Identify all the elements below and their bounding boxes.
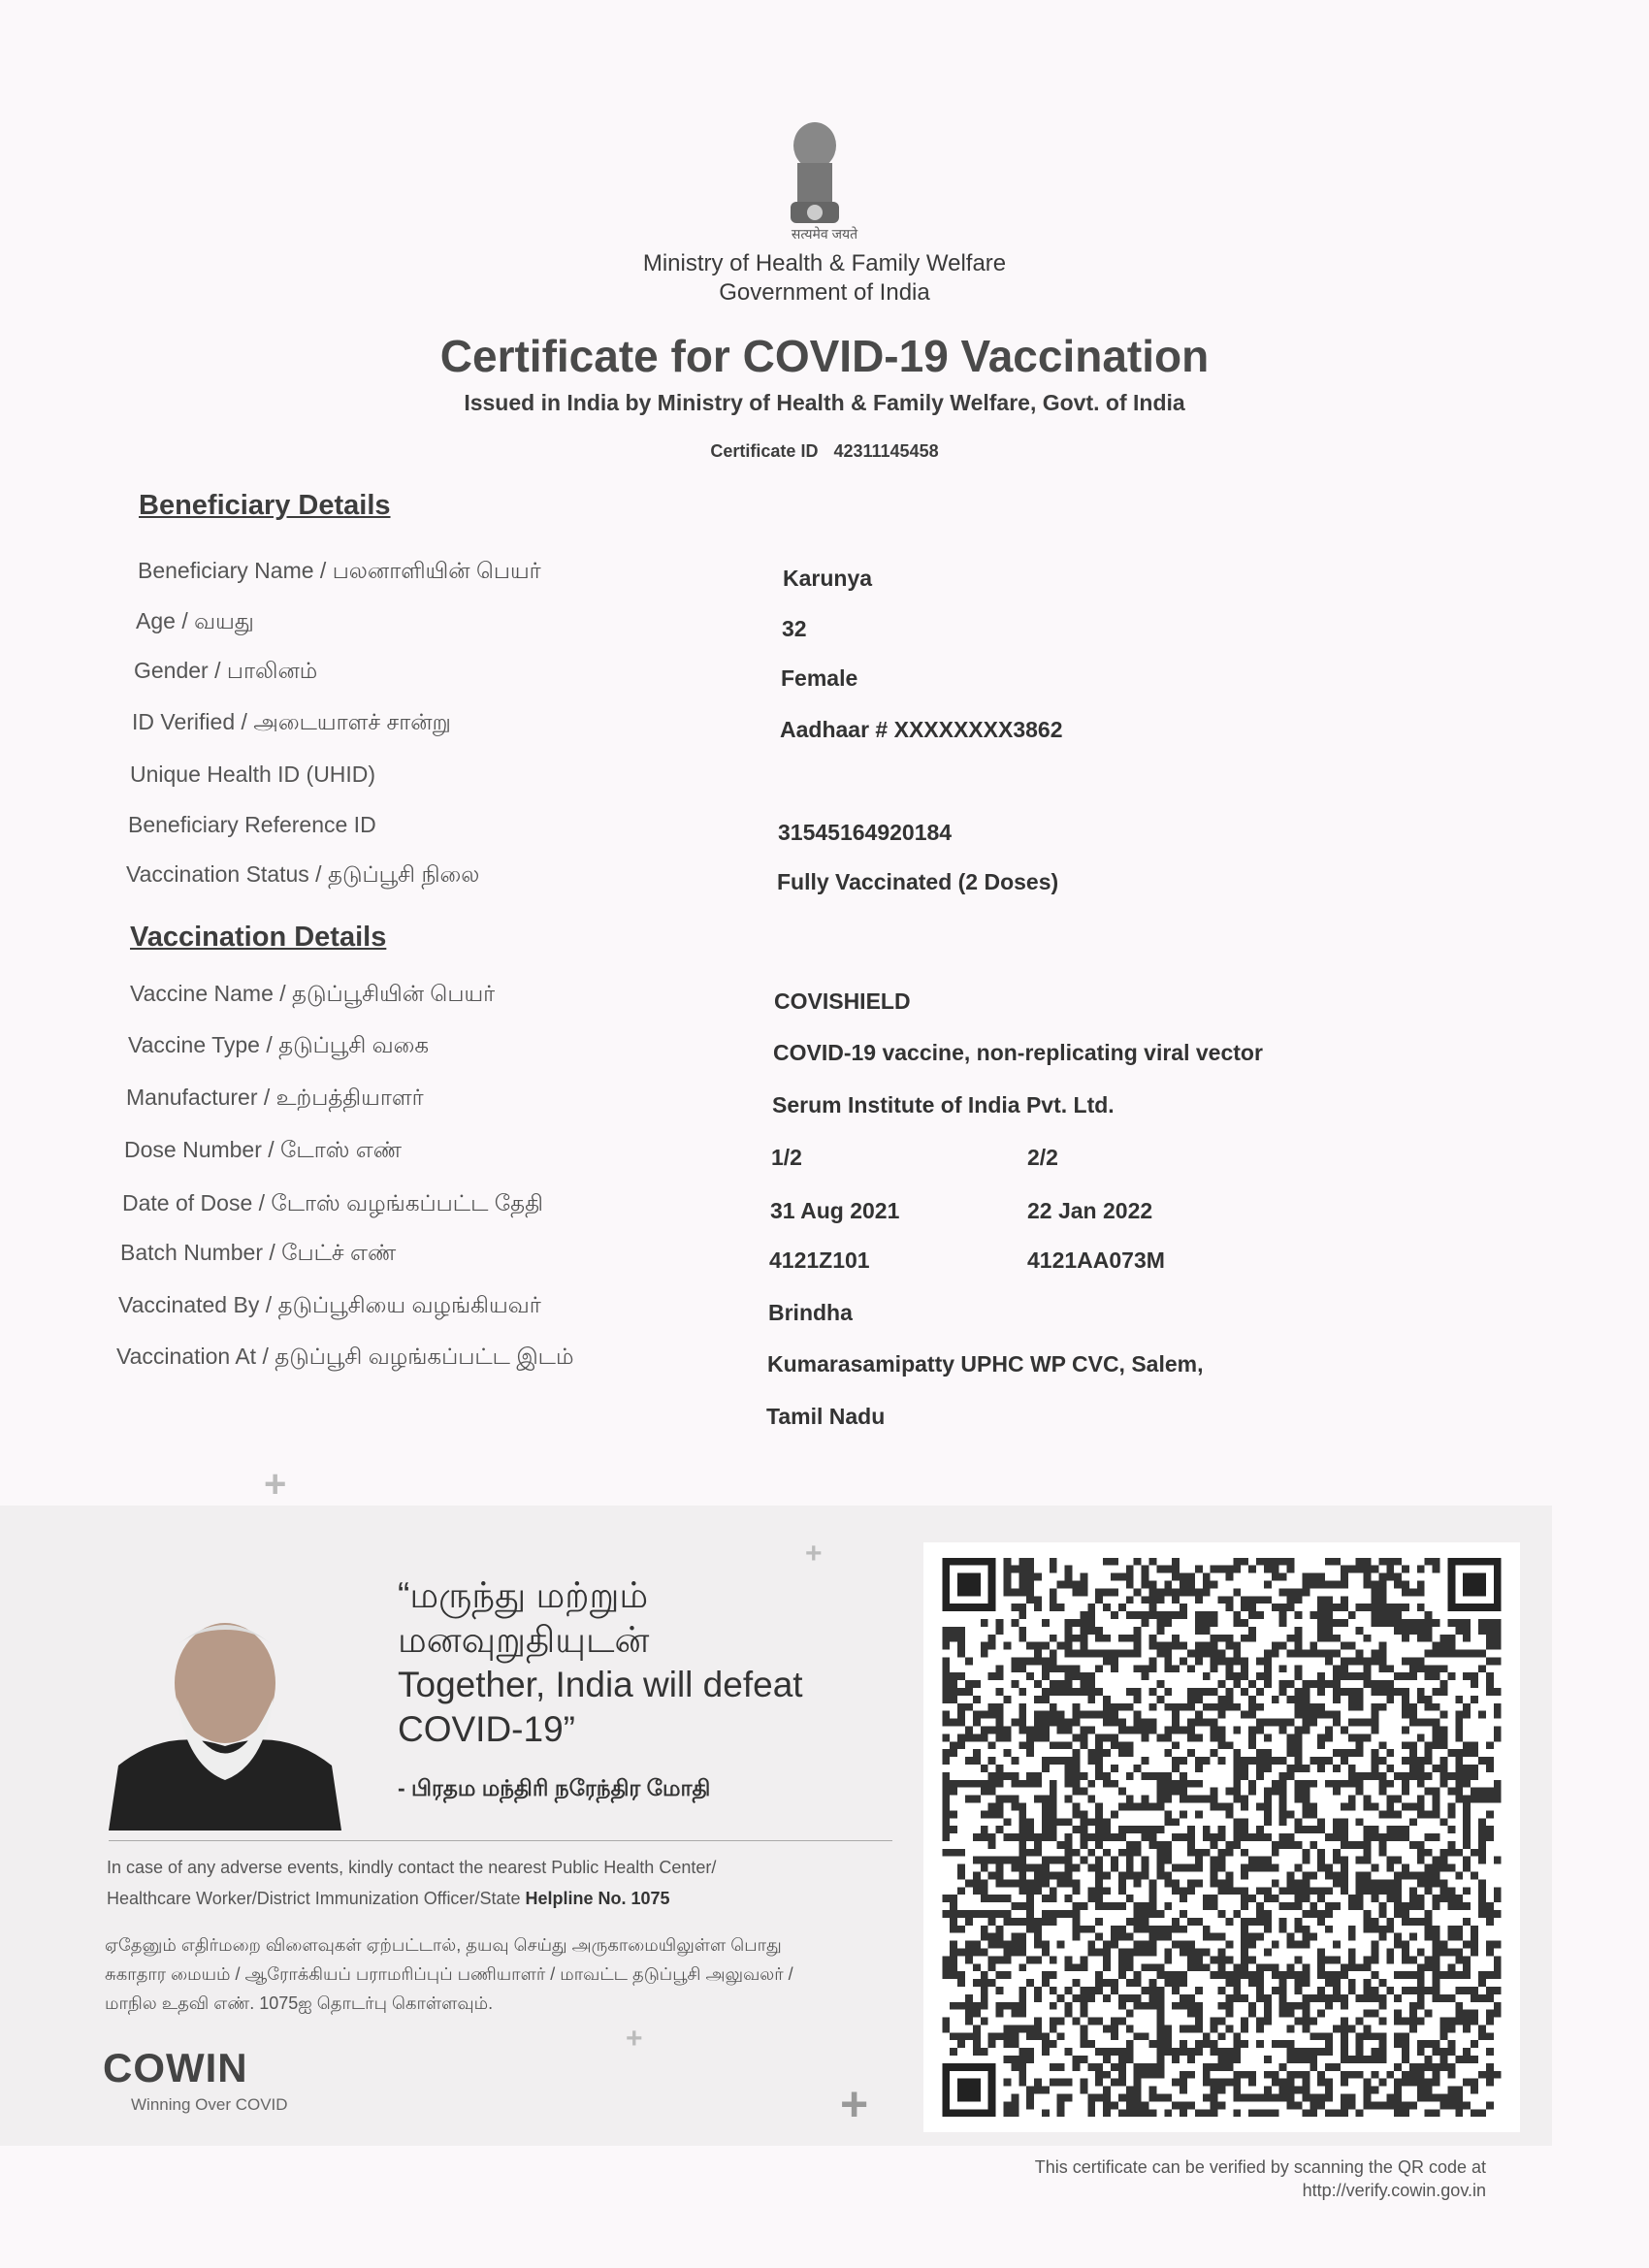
field-value: 4121Z101: [769, 1247, 870, 1273]
certificate-id-value: 42311145458: [833, 441, 939, 461]
ministry-name: Ministry of Health & Family Welfare: [642, 250, 1007, 276]
cowin-logo: COWIN: [103, 2045, 248, 2090]
plus-icon: +: [805, 1538, 823, 1570]
certificate-id-label: Certificate ID: [710, 441, 819, 461]
quote-attribution: - பிரதம மந்திரி நரேந்திர மோதி: [398, 1775, 711, 1800]
field-value: Aadhaar # XXXXXXXX3862: [780, 717, 1063, 742]
quote: [398, 1573, 803, 1752]
prime-minister-photo: [109, 1601, 341, 1831]
field-value: Karunya: [783, 566, 873, 591]
field-value: 31 Aug 2021: [770, 1198, 900, 1223]
field-label: Beneficiary Reference ID: [128, 812, 376, 837]
quote-tamil-line1: “மருந்து மற்றும்: [398, 1575, 649, 1615]
issued-by: Issued in India by Ministry of Health & Family Welfare, Govt. of India: [464, 390, 1185, 415]
helpline-number: Helpline No. 1075: [525, 1889, 670, 1908]
field-value: COVID-19 vaccine, non-replicating viral vector: [773, 1040, 1263, 1065]
verify-line1: This certificate can be verified by scanning the QR code at: [1034, 2157, 1486, 2177]
field-label: Date of Dose / டோஸ் வழங்கப்பட்ட தேதி: [122, 1190, 543, 1215]
beneficiary-heading: Beneficiary Details: [139, 490, 391, 521]
field-label: Vaccinated By / தடுப்பூசியை வழங்கியவர்: [118, 1292, 541, 1317]
plus-icon: +: [264, 1463, 287, 1506]
advisory-ta-line1: ஏதேனும் எதிர்மறை விளைவுகள் ஏற்பட்டால், தயவு செய்து அருகாமையிலுள்ள பொது: [105, 1935, 782, 1955]
field-value: 1/2: [771, 1145, 802, 1170]
field-label: Dose Number / டோஸ் எண்: [124, 1137, 403, 1162]
government-name: Government of India: [719, 279, 930, 306]
divider: [109, 1840, 892, 1841]
field-value: Brindha: [768, 1300, 853, 1325]
field-label: Vaccination Status / தடுப்பூசி நிலை: [126, 861, 480, 887]
field-label: Manufacturer / உற்பத்தியாளர்: [126, 1085, 424, 1110]
cowin-tagline: Winning Over COVID: [131, 2095, 288, 2114]
field-label: Vaccine Type / தடுப்பூசி வகை: [128, 1032, 430, 1057]
verify-note: [1035, 2155, 1486, 2202]
quote-english-line1: Together, India will defeat: [398, 1665, 803, 1704]
vaccination-heading: Vaccination Details: [130, 922, 387, 953]
field-label: Vaccination At / தடுப்பூசி வழங்கப்பட்ட இடம்: [116, 1344, 574, 1369]
vaccination-location-line2: Tamil Nadu: [766, 1404, 886, 1429]
plus-icon: +: [840, 2077, 869, 2131]
verify-url[interactable]: http://verify.cowin.gov.in: [1302, 2181, 1486, 2200]
advisory-en-line2: Healthcare Worker/District Immunization Officer/State: [107, 1889, 526, 1908]
quote-english-line2: COVID-19”: [398, 1709, 575, 1749]
field-value: Female: [781, 665, 858, 691]
quote-tamil-line2: மனவுறுதியுடன்: [398, 1620, 650, 1660]
page-title: Certificate for COVID-19 Vaccination: [439, 331, 1210, 381]
field-value: Kumarasamipatty UPHC WP CVC, Salem,: [767, 1351, 1204, 1377]
field-label: Gender / பாலினம்: [134, 658, 318, 683]
field-label: Batch Number / பேட்ச் எண்: [120, 1240, 397, 1265]
emblem-motto: सत्यमेव जयते: [791, 226, 858, 242]
field-value-dose2: 2/2: [1027, 1145, 1058, 1170]
field-value: COVISHIELD: [774, 988, 911, 1014]
field-value: 31545164920184: [778, 820, 953, 845]
field-value-dose2: 22 Jan 2022: [1027, 1198, 1153, 1223]
national-emblem-icon: [771, 116, 858, 243]
plus-icon: +: [626, 2023, 643, 2055]
advisory-en-line1: In case of any adverse events, kindly contact the nearest Public Health Center/: [107, 1858, 717, 1877]
field-value: 32: [782, 616, 807, 641]
field-value: Serum Institute of India Pvt. Ltd.: [772, 1092, 1115, 1118]
advisory-ta-line2: சுகாதார மையம் / ஆரோக்கியப் பராமரிப்புப் பணியாளர் / மாவட்ட தடுப்பூசி அலுவலர் /: [105, 1964, 793, 1984]
field-label: Vaccine Name / தடுப்பூசியின் பெயர்: [130, 981, 496, 1006]
field-label: Beneficiary Name / பலனாளியின் பெயர்: [138, 558, 541, 583]
certificate-id: [0, 441, 1649, 462]
advisory-ta-line3: மாநில உதவி எண். 1075ஐ தொடர்பு கொள்ளவும்.: [105, 1993, 494, 2013]
qr-code[interactable]: [923, 1542, 1520, 2132]
field-value-dose2: 4121AA073M: [1027, 1247, 1165, 1273]
field-label: Unique Health ID (UHID): [130, 761, 376, 787]
field-label: ID Verified / அடையாளச் சான்று: [132, 709, 451, 734]
field-value: Fully Vaccinated (2 Doses): [777, 869, 1059, 894]
field-label: Age / வயது: [136, 608, 254, 633]
